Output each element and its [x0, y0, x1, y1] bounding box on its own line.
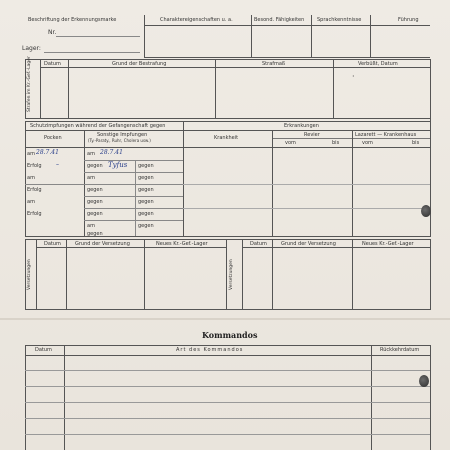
impf-mid-1: am — [87, 151, 95, 157]
impf-left-5: am — [27, 199, 35, 205]
impf-left-1: am — [27, 151, 35, 157]
vers-col-grund-2: Grund der Versetzung — [281, 241, 336, 247]
vers-col-datum-2: Datum — [250, 241, 267, 247]
strafen-col-verbuesst: Verbüßt, Datum — [358, 61, 398, 67]
field-erkennungsmarke-label: Beschriftung der Erkennungsmarke — [28, 17, 117, 23]
impf-col-sonst2: (Ty.-Paraty., Ruhr, Cholera usw.) — [88, 138, 151, 143]
erkr-col-lazarett: Lazarett — Krankenhaus — [355, 132, 417, 138]
lager-line — [44, 52, 140, 53]
punch-hole-top — [421, 205, 431, 217]
col-charakter: Charaktereigenschaften u. a. — [160, 17, 233, 23]
erkr-revier-von: vom — [285, 140, 296, 146]
kommandos-title: Kommandos — [202, 330, 258, 340]
impf-mid-3: am — [87, 175, 95, 181]
impf-right-1: gegen — [138, 163, 154, 169]
strafen-col-datum: Datum — [44, 61, 61, 67]
punch-hole-bottom — [419, 375, 429, 387]
vers-col-grund-1: Grund der Versetzung — [75, 241, 130, 247]
impf-mid-4: gegen — [87, 187, 103, 193]
erkr-col-krankheit: Krankheit — [214, 135, 239, 141]
field-nr-label: Nr. — [48, 29, 57, 36]
handwritten-date-1: 28.7.41 — [36, 149, 59, 156]
impf-right-6: gegen — [138, 223, 154, 229]
impf-left-2: Erfolg — [27, 163, 42, 169]
impf-left-3: am — [27, 175, 35, 181]
impf-mid-5: gegen — [87, 199, 103, 205]
kommandos-col-art: Art des Kommandos — [176, 347, 244, 353]
col-sprachkenntnisse: Sprachkenntnisse — [317, 17, 362, 23]
impf-header: Schutzimpfungen während der Gefangenschaft gegen — [30, 123, 166, 129]
impf-mid-2: gegen — [87, 163, 103, 169]
field-lager-label: Lager: — [22, 45, 41, 52]
impf-col-pocken: Pocken — [44, 135, 62, 141]
strafen-col-grund: Grund der Bestrafung — [112, 61, 167, 67]
vers-col-lager-1: Neues Kr.-Gef.-Lager — [156, 241, 208, 247]
strafen-col-strafmass: Strafmaß — [262, 61, 286, 67]
erkr-header: Erkrankungen — [284, 123, 319, 129]
impf-right-4: gegen — [138, 199, 154, 205]
handwritten-tyfus: Tyfus — [108, 161, 128, 169]
paper-fold — [0, 318, 450, 320]
col-fuehrung: Führung — [398, 17, 419, 23]
vers-side-label-2: Versetzungen — [229, 259, 234, 290]
kommandos-col-datum: Datum — [35, 347, 52, 353]
impf-mid-7: am — [87, 223, 95, 229]
top-header-line — [144, 25, 430, 26]
strafen-side-label: Strafen im Kr.-Gef.-Lager — [27, 56, 32, 112]
handwritten-dash: – — [56, 161, 59, 168]
impf-left-6: Erfolg — [27, 211, 42, 217]
handwritten-date-2: 28.7.41 — [100, 149, 123, 156]
strafen-mark: · — [352, 72, 355, 81]
col-faehigkeiten: Besond. Fähigkeiten — [254, 17, 305, 23]
impf-right-5: gegen — [138, 211, 154, 217]
impf-right-2: gegen — [138, 175, 154, 181]
vers-col-datum-1: Datum — [44, 241, 61, 247]
impf-left-4: Erfolg — [27, 187, 42, 193]
impf-col-sonst1: Sonstige Impfungen — [97, 132, 148, 138]
impf-mid-6: gegen — [87, 211, 103, 217]
top-bottom-line — [144, 57, 430, 58]
impf-mid-8: gegen — [87, 231, 103, 237]
kommandos-col-rueck: Rückkehrdatum — [380, 347, 420, 353]
impf-right-3: gegen — [138, 187, 154, 193]
erkr-laz-bis: bis — [412, 140, 420, 146]
vers-side-label-1: Versetzungen — [27, 259, 32, 290]
vers-col-lager-2: Neues Kr.-Gef.-Lager — [362, 241, 414, 247]
erkr-laz-von: vom — [362, 140, 373, 146]
erkr-col-revier: Revier — [304, 132, 320, 138]
erkr-revier-bis: bis — [332, 140, 340, 146]
nr-line — [56, 36, 140, 37]
